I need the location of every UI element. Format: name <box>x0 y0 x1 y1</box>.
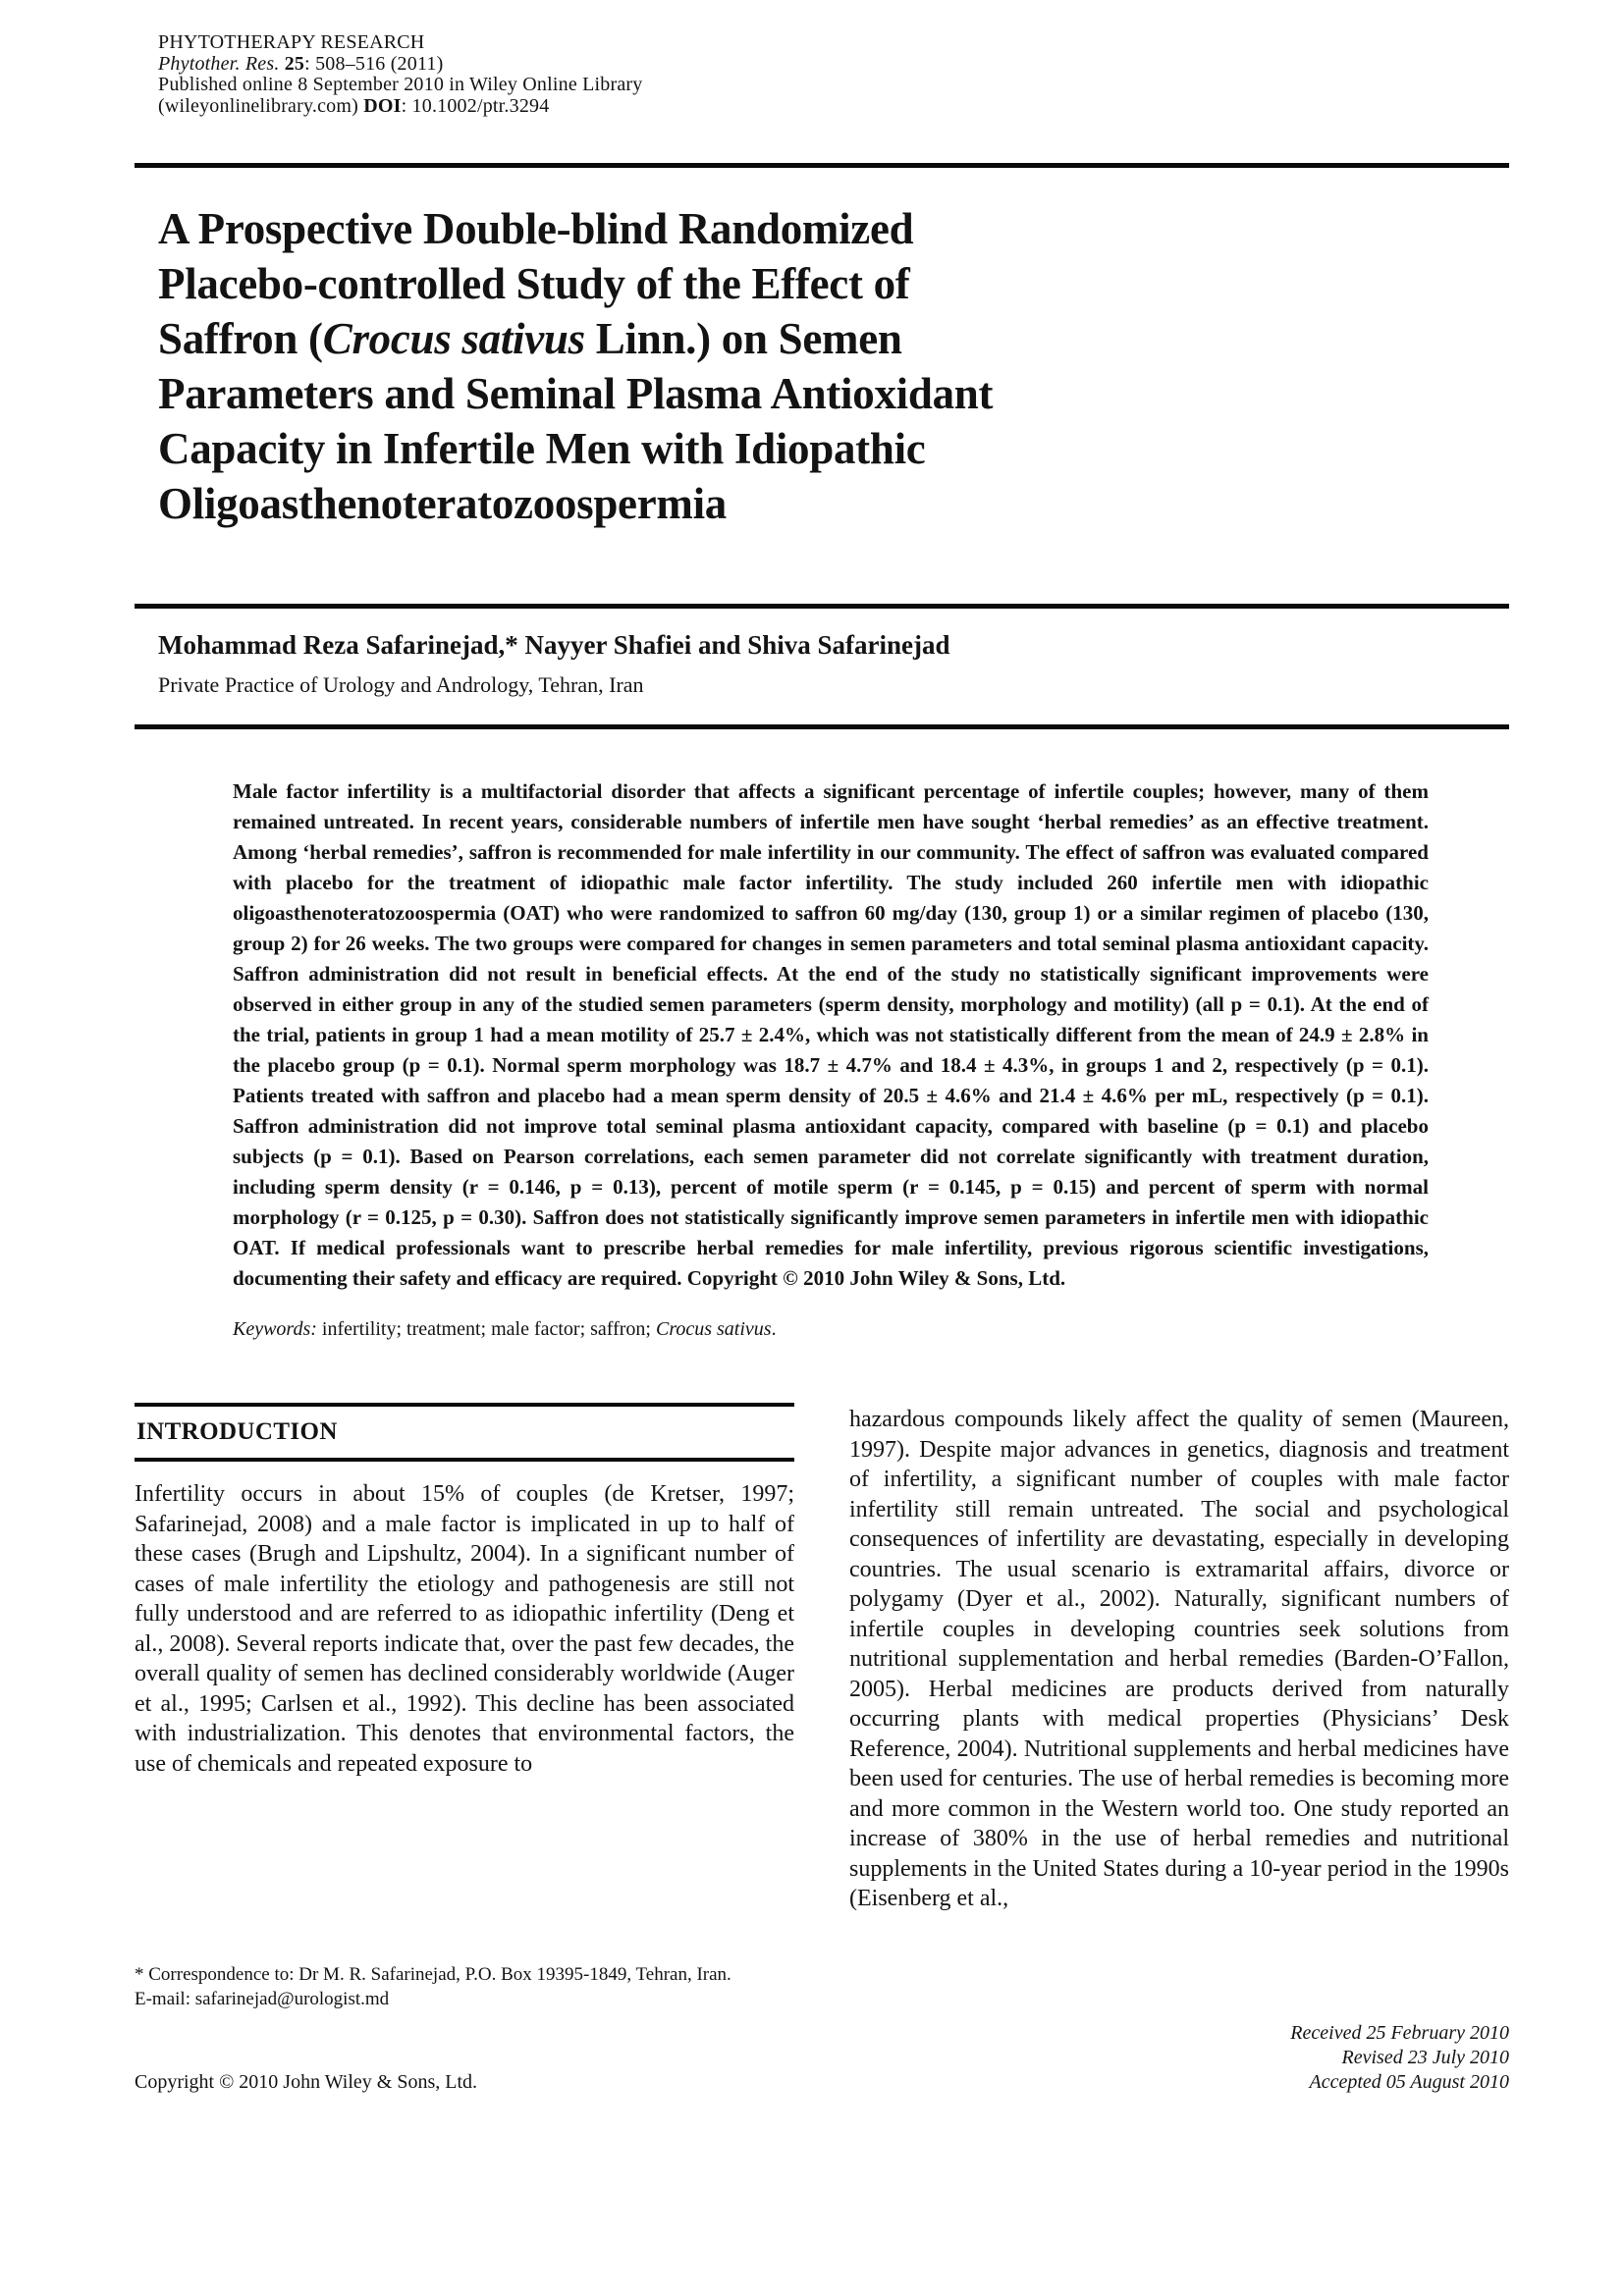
two-column-body <box>135 1403 1509 2095</box>
doi-line <box>158 96 1509 118</box>
species-name-italic: Crocus sativus <box>322 314 585 363</box>
title-line-6: Oligoasthenoteratozoospermia <box>158 479 727 528</box>
keywords-terminator: . <box>771 1318 777 1340</box>
email-address: safarinejad@urologist.md <box>194 1989 390 2009</box>
keywords-line <box>233 1317 1509 1342</box>
copyright-line: Copyright © 2010 John Wiley & Sons, Ltd. <box>135 2071 478 2093</box>
doi-label: DOI <box>363 94 402 117</box>
introduction-heading-block <box>135 1403 794 1462</box>
section-heading-introduction: INTRODUCTION <box>136 1418 338 1445</box>
accepted-date: Accepted 05 August 2010 <box>1309 2071 1509 2093</box>
keywords-list: infertility; treatment; male factor; saffron; <box>316 1318 656 1340</box>
correspondence-text: * Correspondence to: Dr M. R. Safarinejad, P.O. Box 19395-1849, Tehran, Iran. <box>135 1964 731 1985</box>
divider-above-authors <box>135 604 1509 609</box>
email-line <box>135 1987 794 2011</box>
revised-date: Revised 23 July 2010 <box>1341 2047 1509 2068</box>
pages-year: : 508–516 (2011) <box>304 52 444 75</box>
right-column <box>849 1403 1509 2095</box>
title-line-1: A Prospective Double-blind Randomized <box>158 204 914 253</box>
published-online-line: Published online 8 September 2010 in Wiley Online Library <box>158 74 643 95</box>
journal-citation <box>158 54 1509 76</box>
heading-rule-bottom <box>135 1458 794 1462</box>
title-line-3 <box>158 314 902 363</box>
title-line-5: Capacity in Infertile Men with Idiopathic <box>158 424 926 473</box>
right-column-spacer <box>849 1914 1509 2022</box>
introduction-paragraph-right: hazardous compounds likely affect the quality of semen (Maureen, 1997). Despite major advances in genetics, diagnosis and treatment of infertility, a significant number of couples with male factor infertility still remain untreated. The social and psychological consequences of infertility are devastating, especially in developing countries. The usual scenario is extramarital affairs, divorce or polygamy (Dyer et al., 2002). Naturally, significant numbers of infertile couples in developing countries seek solutions from nutritional supplementation and herbal remedies (Barden-O’Fallon, 2005). Herbal medicines are products derived from naturally occurring plants with medical properties (Physicians’ Desk Reference, 2004). Nutritional supplements and herbal medicines have been used for centuries. The use of herbal remedies is becoming more and more common in the Western world too. One study reported an increase of 380% in the use of herbal remedies and nutritional supplements in the United States during a 10-year period in the 1990s (Eisenberg et al., <box>849 1407 1509 1911</box>
journal-name: PHYTOTHERAPY RESEARCH <box>158 31 425 53</box>
keywords-species: Crocus sativus <box>655 1318 772 1340</box>
received-date: Received 25 February 2010 <box>1290 2022 1509 2044</box>
title-line-2: Placebo-controlled Study of the Effect of <box>158 259 910 308</box>
authors-line: Mohammad Reza Safarinejad,* Nayyer Shafiei and Shiva Safarinejad <box>158 630 950 660</box>
doi-value: : 10.1002/ptr.3294 <box>401 94 550 117</box>
page-content <box>135 0 1509 2095</box>
affiliation-line: Private Practice of Urology and Andrology, Tehran, Iran <box>158 672 644 697</box>
title-line-4: Parameters and Seminal Plasma Antioxidant <box>158 369 994 418</box>
article-title <box>158 201 1509 531</box>
abstract-paragraph: Male factor infertility is a multifactorial disorder that affects a significant percentage of infertile couples; however, many of them remained untreated. In recent years, considerable numbers of infertile men have sought ‘herbal remedies’ as an effective treatment. Among ‘herbal remedies’, saffron is recommended for male infertility in our community. The effect of saffron was evaluated compared with placebo for the treatment of idiopathic male factor infertility. The study included 260 infertile men with idiopathic oligoasthenoteratozoospermia (OAT) who were randomized to saffron 60 mg/day (130, group 1) or a similar regimen of placebo (130, group 2) for 26 weeks. The two groups were compared for changes in semen parameters and total seminal plasma antioxidant capacity. Saffron administration did not result in beneficial effects. At the end of the study no statistically significant improvements were observed in either group in any of the studied semen parameters (sperm density, morphology and motility) (all p = 0.1). At the end of the trial, patients in group 1 had a mean motility of 25.7 ± 2.4%, which was not statistically different from the mean of 24.9 ± 2.8% in the placebo group (p = 0.1). Normal sperm morphology was 18.7 ± 4.7% and 18.4 ± 4.3%, in groups 1 and 2, respectively (p = 0.1). Patients treated with saffron and placebo had a mean sperm density of 20.5 ± 4.6% and 21.4 ± 4.6% per mL, respectively (p = 0.1). Saffron administration did not improve total seminal plasma antioxidant capacity, compared with baseline (p = 0.1) and placebo subjects (p = 0.1). Based on Pearson correlations, each semen parameter did not correlate significantly with treatment duration, including sperm density (r = 0.146, p = 0.13), percent of motile sperm (r = 0.145, p = 0.15) and percent of sperm with normal morphology (r = 0.125, p = 0.30). Saffron does not statistically significantly improve semen parameters in infertile men with idiopathic OAT. If medical professionals want to prescribe herbal remedies for male infertility, previous rigorous scientific investigations, documenting their safety and efficacy are required. Copyright © 2010 John Wiley & Sons, Ltd. <box>233 779 1429 1290</box>
email-label: E-mail: <box>135 1989 195 2009</box>
journal-header <box>158 32 1509 117</box>
volume-number: 25 <box>284 52 305 75</box>
correspondence-footnote <box>135 1962 794 2011</box>
introduction-paragraph-left: Infertility occurs in about 15% of couples (de Kretser, 1997; Safarinejad, 2008) and a male factor is implicated in up to half of these cases (Brugh and Lipshultz, 2004). In a significant number of cases of male infertility the etiology and pathogenesis are still not fully understood and are referred to as idiopathic infertility (Deng et al., 2008). Several reports indicate that, over the past few decades, the overall quality of semen has declined considerably worldwide (Auger et al., 1995; Carlsen et al., 1992). This decline has been associated with industrialization. This denotes that environmental factors, the use of chemicals and repeated exposure to <box>135 1481 794 1777</box>
left-column-spacer <box>135 1779 794 1962</box>
title-line-3-post: Linn.) on Semen <box>584 314 902 363</box>
journal-abbrev: Phytother. Res. <box>158 52 285 75</box>
article-history-dates <box>849 2021 1509 2095</box>
keywords-label: Keywords: <box>233 1318 317 1340</box>
site-url: (wileyonlinelibrary.com) <box>158 94 364 117</box>
left-column <box>135 1403 794 2095</box>
title-line-3-pre: Saffron ( <box>158 314 323 363</box>
divider-top <box>135 163 1509 168</box>
divider-below-authors <box>135 724 1509 729</box>
